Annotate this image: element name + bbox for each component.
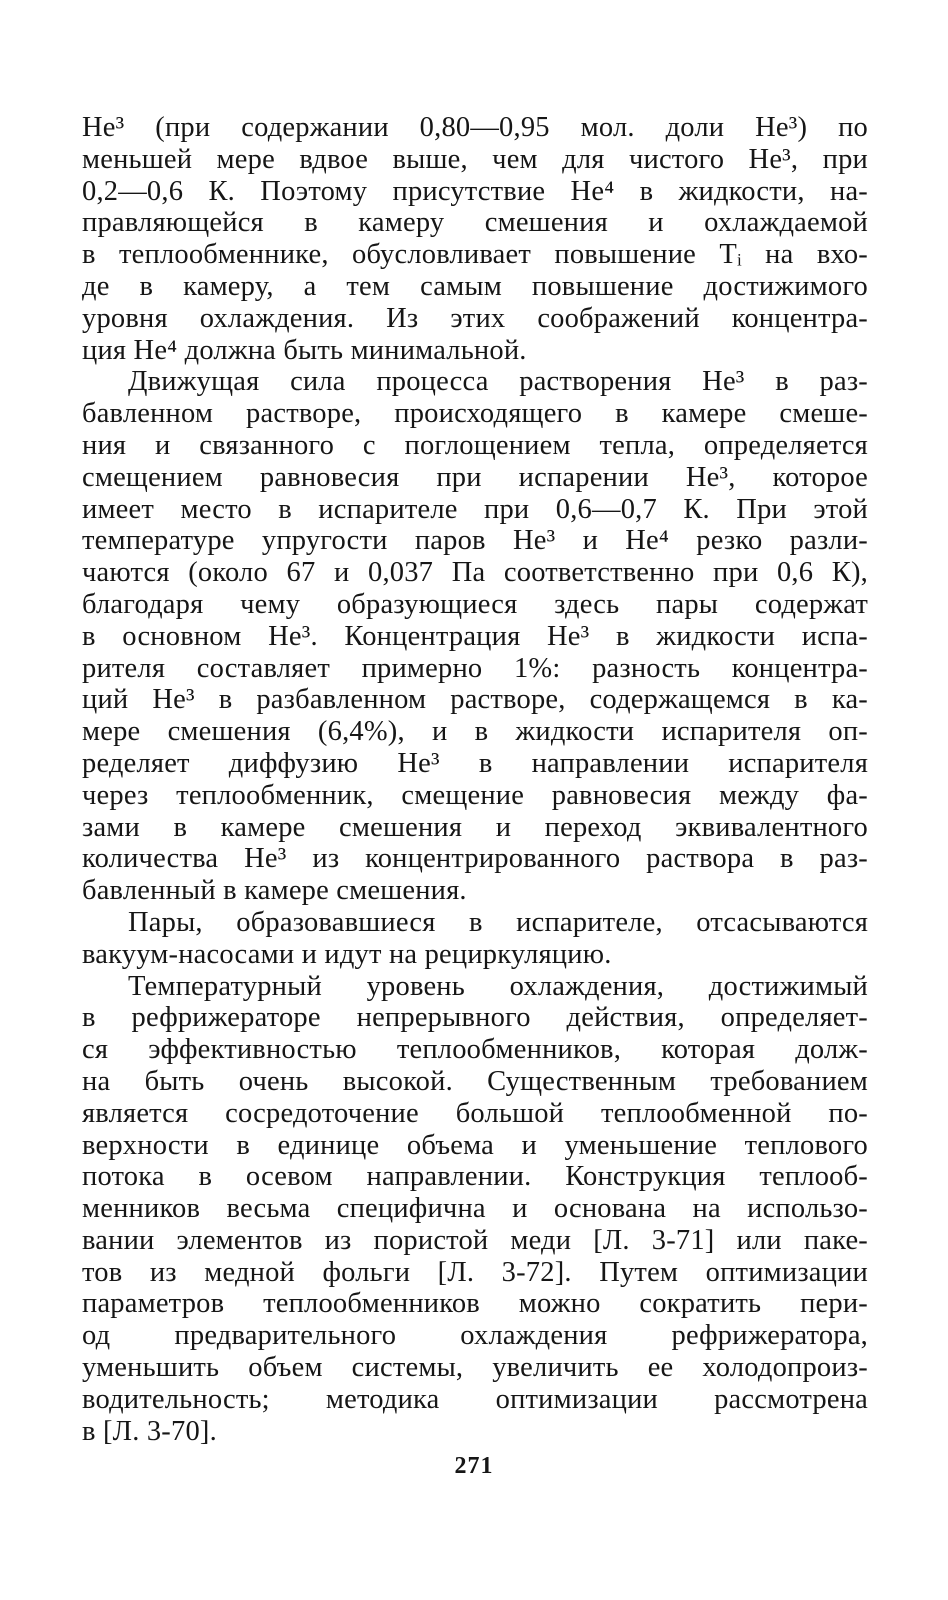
text-line: од предварительного охлаждения рефрижератора, [82,1320,868,1352]
text-line: имеет место в испарителе при 0,6—0,7 К. При этой [82,493,868,525]
text-line: ция He⁴ должна быть минимальной. [82,334,527,366]
text-line: Движущая сила процесса растворения He³ в раз- [128,366,868,398]
text-line: ся эффективностью теплообменников, которая долж- [82,1034,868,1066]
text-line: в рефрижераторе непрерывного действия, определяет- [82,1002,868,1034]
text-line: Температурный уровень охлаждения, достижимый [128,970,868,1002]
text-line: ций He³ в разбавленном растворе, содержащемся в ка- [82,684,868,716]
text-line: вании элементов из пористой меди [Л. 3-71] или паке- [82,1224,868,1256]
text-line: благодаря чему образующиеся здесь пары содержат [82,588,868,620]
text-line: в [Л. 3-70]. [82,1415,217,1447]
text-line: 0,2—0,6 К. Поэтому присутствие He⁴ в жидкости, на- [82,175,868,207]
text-line: вакуум-насосами и идут на рециркуляцию. [82,938,612,970]
text-line: параметров теплообменников можно сократить пери- [82,1288,868,1320]
text-line: потока в осевом направлении. Конструкция теплооб- [82,1161,868,1193]
text-line: тов из медной фольги [Л. 3-72]. Путем оптимизации [82,1256,868,1288]
text-line: чаются (около 67 и 0,037 Па соответственно при 0,6 К), [82,557,868,589]
text-line: бавленном растворе, происходящего в камере смеше- [82,398,868,430]
text-line: уровня охлаждения. Из этих соображений концентра- [82,302,868,334]
text-line: бавленный в камере смешения. [82,875,467,907]
text-line: в теплообменнике, обусловливает повышение Tᵢ на вхо- [82,239,868,271]
text-line: де в камеру, а тем самым повышение достижимого [82,270,868,302]
text-line: количества He³ из концентрированного раствора в раз- [82,843,868,875]
text-line: ния и связанного с поглощением тепла, определяется [82,429,868,461]
text-line: через теплообменник, смещение равновесия между фа- [82,779,868,811]
text-line: на быть очень высокой. Существенным требованием [82,1065,868,1097]
text-line: уменьшить объем системы, увеличить ее холодопроиз- [82,1352,868,1384]
text-line: водительность; методика оптимизации рассмотрена [82,1383,868,1415]
text-line: зами в камере смешения и переход эквивалентного [82,811,868,843]
text-line: рителя составляет примерно 1%: разность концентра- [82,652,868,684]
text-line: температуре упругости паров He³ и He⁴ резко разли- [82,525,868,557]
page-number: 271 [454,1453,494,1479]
text-line: смещением равновесия при испарении He³, которое [82,461,868,493]
text-line: менников весьма специфична и основана на использо- [82,1193,868,1225]
text-line: He³ (при содержании 0,80—0,95 мол. доли He³) по [82,112,868,143]
text-line: является сосредоточение большой теплообменной по- [82,1097,868,1129]
text-line: ределяет диффузию He³ в направлении испарителя [82,747,868,779]
page-body-text [82,112,868,1447]
text-line: мере смешения (6,4%), и в жидкости испарителя оп- [82,716,868,748]
text-line: меньшей мере вдвое выше, чем для чистого He³, при [82,143,868,175]
text-line: в основном He³. Концентрация He³ в жидкости испа- [82,620,868,652]
text-line: правляющейся в камеру смешения и охлаждаемой [82,207,868,239]
text-line: Пары, образовавшиеся в испарителе, отсасываются [128,906,868,938]
text-line: верхности в единице объема и уменьшение теплового [82,1129,868,1161]
